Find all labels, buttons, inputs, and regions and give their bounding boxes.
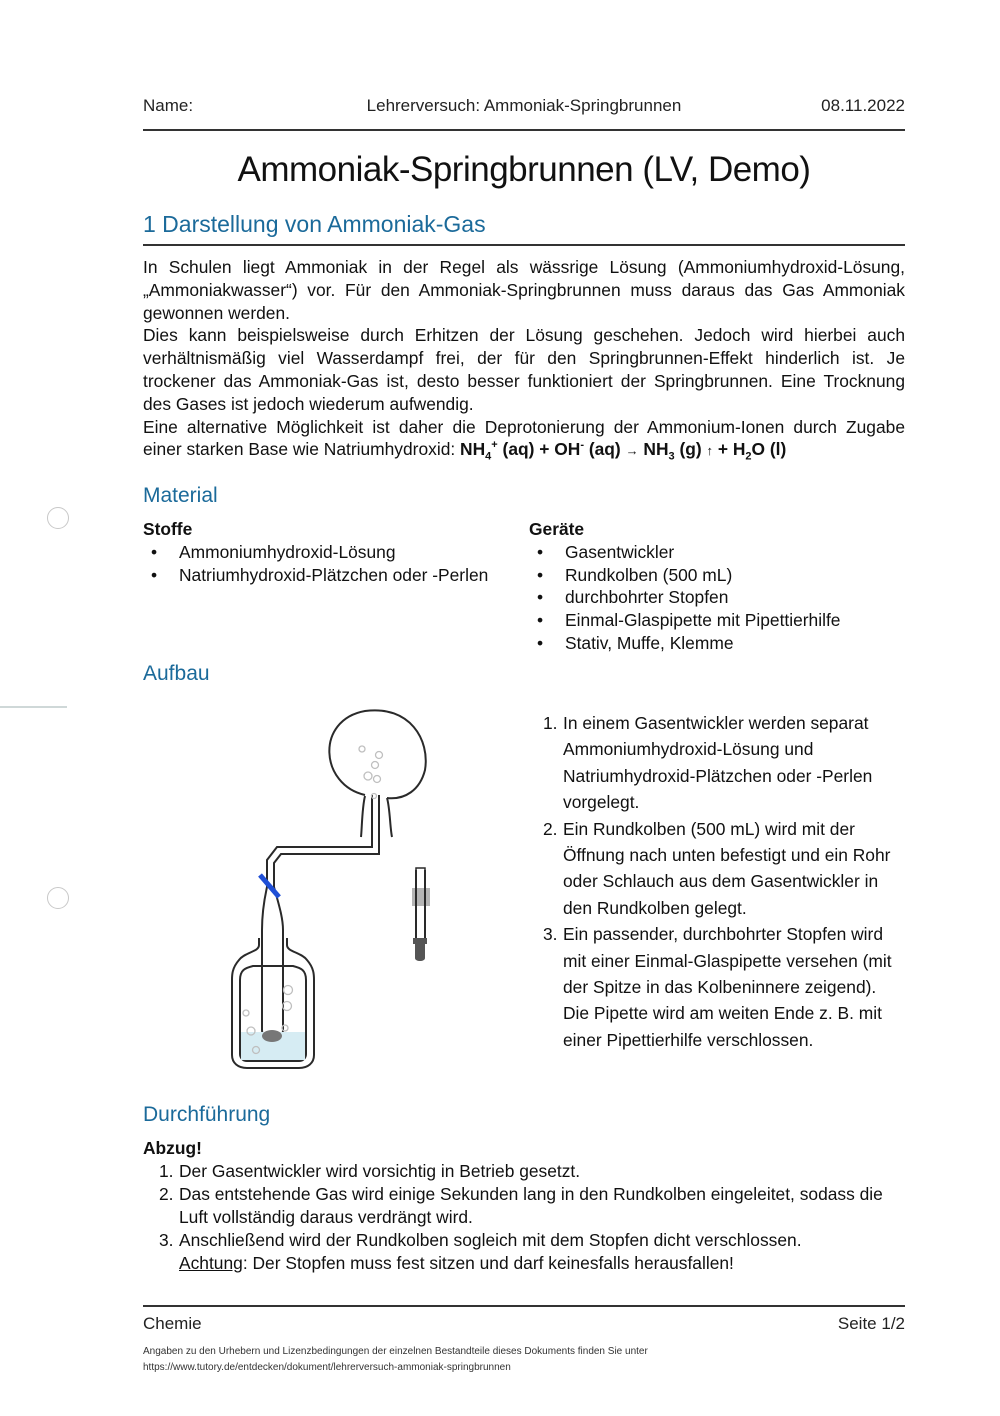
section-heading-durchfuehrung: Durchführung xyxy=(143,1103,271,1126)
license-notice: Angaben zu den Urhebern und Lizenzbedingungen der einzelnen Bestandteile dieses Dokuments finden Sie unter https://www.tutory.de/entdecken/dokument/lehrerversuch-ammoniak-springbrunnen xyxy=(143,1344,905,1376)
stoffe-column xyxy=(143,518,523,586)
section-heading-aufbau: Aufbau xyxy=(143,662,210,685)
header-doc-title: Lehrerversuch: Ammoniak-Springbrunnen xyxy=(366,96,682,115)
header-date: 08.11.2022 xyxy=(821,96,905,115)
page-header xyxy=(143,96,905,120)
list-item: • Stativ, Muffe, Klemme xyxy=(529,632,905,655)
section-heading-darstellung: 1 Darstellung von Ammoniak-Gas xyxy=(143,211,486,237)
list-item: 2. Das entstehende Gas wird einige Sekunden lang in den Rundkolben eingeleitet, sodass die Luft vollständig daraus verdrängt wird. xyxy=(159,1184,883,1227)
pellet-icon xyxy=(262,1030,282,1042)
list-item: 1. Der Gasentwickler wird vorsichtig in Betrieb gesetzt. xyxy=(159,1161,581,1181)
apparatus-figure xyxy=(215,700,445,1080)
geraete-title: Geräte xyxy=(529,519,585,539)
list-item: 1. In einem Gasentwickler werden separat Ammoniumhydroxid-Lösung und Natriumhydroxid-Plätzchen oder -Perlen vorgelegt. xyxy=(543,713,873,813)
caution-label: Achtung xyxy=(179,1253,243,1273)
list-item: • Rundkolben (500 mL) xyxy=(529,564,905,587)
list-item: • durchbohrter Stopfen xyxy=(529,586,905,609)
paragraph-3-text: Eine alternative Möglichkeit ist daher die Deprotonierung der Ammonium-Ionen durch Zugabe einer starken Base wie Natriumhydroxid: xyxy=(143,416,905,460)
round-flask-icon xyxy=(329,710,425,798)
paragraph-3 xyxy=(143,416,905,464)
footer-page-number: Seite 1/2 xyxy=(837,1314,905,1333)
intro-text xyxy=(143,256,905,463)
stoffe-title: Stoffe xyxy=(143,519,193,539)
aufbau-steps xyxy=(543,710,905,1053)
list-item: 2. Ein Rundkolben (500 mL) wird mit der Öffnung nach unten befestigt und ein Rohr oder Schlauch aus dem Gasentwickler in den Rundkolben gelegt. xyxy=(543,818,891,918)
fume-hood-warning: Abzug! xyxy=(143,1138,202,1158)
fountain-setup-illustration xyxy=(215,700,445,1080)
punch-hole-mark-bottom xyxy=(47,887,69,909)
section-rule xyxy=(143,244,905,246)
durchfuehrung-steps xyxy=(143,1137,905,1275)
list-item: • Ammoniumhydroxid-Lösung xyxy=(143,541,523,564)
geraete-list xyxy=(529,541,905,655)
paragraph-2: Dies kann beispielsweise durch Erhitzen der Lösung geschehen. Jedoch wird hierbei auch verhältnismäßig viel Wasserdampf frei, der für den Springbrunnen-Effekt hinderlich ist. Je trockener das Ammoniak-Gas ist, desto besser funktioniert der Springbrunnen. Eine Trocknung des Gases ist jedoch wiederum aufwendig. xyxy=(143,325,905,414)
section-heading-material: Material xyxy=(143,484,218,507)
list-item: 3. Ein passender, durchbohrter Stopfen wird mit einer Einmal-Glaspipette versehen (mit der Spitze in das Kolbeninnere zeigend). Die Pipette wird am weiten Ende z. B. mit einer Pipettierhilfe verschlossen. xyxy=(543,924,892,1050)
header-rule xyxy=(143,129,905,131)
geraete-column xyxy=(529,518,905,655)
stoffe-list xyxy=(143,541,523,587)
reaction-arrow-icon: → xyxy=(625,443,639,459)
clamp-icon xyxy=(260,875,279,897)
gas-arrow-icon: ↑ xyxy=(706,443,714,459)
reaction-equation: $NH_4^+$ (aq) + OH- $(aq) \to NH_3$ (g) ↑ + $H_2O$ (l) xyxy=(460,439,787,463)
license-link[interactable]: https://www.tutory.de/entdecken/dokument/lehrerversuch-ammoniak-springbrunnen xyxy=(143,1362,511,1373)
name-label: Name: xyxy=(143,96,194,115)
punch-hole-mark-top xyxy=(47,507,69,529)
paragraph-1: In Schulen liegt Ammoniak in der Regel als wässrige Lösung (Ammoniumhydroxid-Lösung, „Ammoniakwasser“) vor. Für den Ammoniak-Springbrunnen muss daraus das Gas Ammoniak gewonnen werden. xyxy=(143,257,905,323)
pipette-icon xyxy=(412,868,430,961)
list-item: • Einmal-Glaspipette mit Pipettierhilfe xyxy=(529,609,905,632)
fold-mark xyxy=(0,706,67,708)
page-title: Ammoniak-Springbrunnen (LV, Demo) xyxy=(237,150,811,189)
footer-rule xyxy=(143,1305,905,1307)
list-item: 3. Anschließend wird der Rundkolben sogleich mit dem Stopfen dicht verschlossen. Achtung: Der Stopfen muss fest sitzen und darf keinesfalls herausfallen! xyxy=(159,1230,802,1273)
footer-subject: Chemie xyxy=(143,1314,202,1333)
list-item: • Natriumhydroxid-Plätzchen oder -Perlen xyxy=(143,564,523,587)
list-item: • Gasentwickler xyxy=(529,541,905,564)
